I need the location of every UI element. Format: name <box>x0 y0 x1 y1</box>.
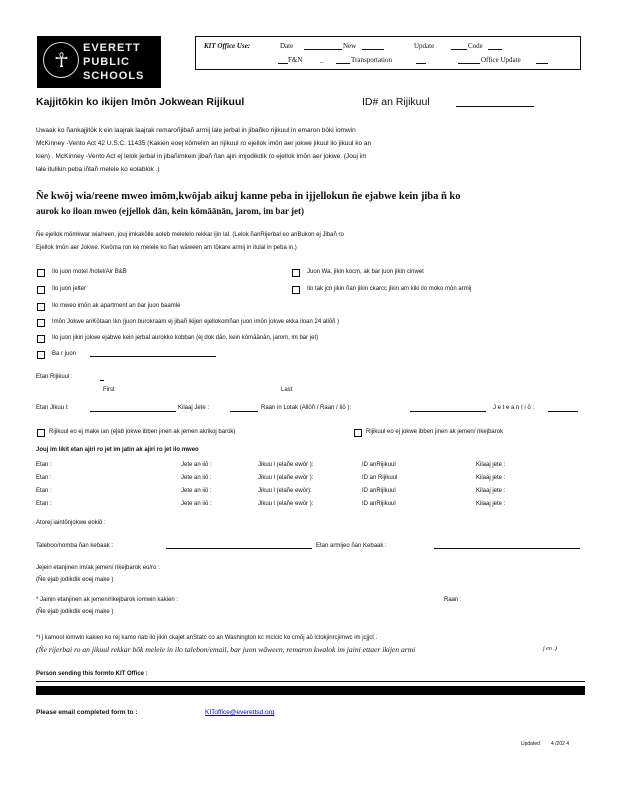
student-id-field[interactable] <box>456 97 534 107</box>
contact-person-field[interactable] <box>434 541 580 549</box>
option-other-checkbox[interactable] <box>37 351 45 359</box>
option-other-label: Ba r juon <box>52 351 77 357</box>
sibling-age-label: Jete an iiō : <box>181 462 212 468</box>
option-car-checkbox[interactable] <box>292 269 300 277</box>
intro-line-2: McKinney -Vento Act 42 U.S.C. 11435 (Kakien eoej kōmelim an rijikuul ro ejellok imōn aer jokwe jikuul ilo jikuul ko an <box>36 140 372 147</box>
option-motel-checkbox[interactable] <box>37 269 45 277</box>
kit-office-use-box <box>195 36 581 70</box>
student-id-label: ID# an Rijikuul <box>362 96 430 108</box>
option-shelter-checkbox[interactable] <box>37 286 45 294</box>
signature-date-label: Raan : <box>444 597 462 603</box>
siblings-header: Jouj im likit etan ajiri ro jet im jatin ak ajiri ro jet ilo mweo <box>36 447 199 453</box>
option-shelter-label: Ilo juon jelter <box>52 286 87 292</box>
option-inadequate-label: Ilo juon jikin jokwe ejabwe kein jerbal aurokko kobban (ej dok dān, kein kōmāānān, jarom, im bar jet) <box>52 335 319 341</box>
kit-date-label: Date <box>280 42 294 50</box>
runner-figure-icon: ☥ <box>54 50 69 72</box>
intro-line-4: lale itulikin peba iñtañ melele ko eolablok .) <box>36 166 160 173</box>
logo-word-schools: SCHOOLS <box>83 70 145 82</box>
kit-office-update-field[interactable] <box>458 56 480 64</box>
student-name-label: Etan Rijikuul : <box>36 374 73 380</box>
instruction-line-1: Ñe ejellok mōmkwar wia/reen, jouj imkakōlle aoleb melelelo rekkar ijin lal. (Lelok ñanRijerbal eo anBukon ej Jibañ ro <box>36 232 344 238</box>
sibling-id-label: ID an Rijikuul <box>362 475 398 481</box>
kit-update-field[interactable] <box>451 42 467 50</box>
kit-new-field[interactable] <box>362 42 384 50</box>
parent-signature-label: * Jainin etanjinen ak jemen/rikejbarok iomwin kakien : <box>36 597 179 603</box>
last-name-caption: Last <box>281 387 293 393</box>
sender-label: Person sending this formto KIT Office : <box>36 671 148 677</box>
student-name-field[interactable] <box>100 373 104 381</box>
certify-line-2: (Ñe rijerbai ro an jikuul rekkar bōk melele in ilo talebon/email, bar juon wāween, remaron kwalok im jaini ettaer ikijen armi <box>36 645 416 654</box>
sibling-school-label: Jikuu l (elañe ewōr): <box>258 488 312 494</box>
kit-code-label: Code <box>468 42 483 50</box>
sibling-age-label: Jete an iiō : <box>181 488 212 494</box>
grade-field[interactable] <box>230 404 258 412</box>
sibling-name-label: Etan : <box>36 501 52 507</box>
kit-transportation-end <box>416 56 426 64</box>
sibling-grade-label: Kilaaj jete : <box>476 501 506 507</box>
instruction-line-2: Ejellok Imōn aer Jokwe. Kwōma ron ke melele ko ñan wāween am tōkare armij in itulal in peba in.) <box>36 245 297 251</box>
age-field[interactable] <box>548 404 578 412</box>
school-name-label: Etan Jikuu l: <box>36 405 69 411</box>
parent-signature-note: (Ñe ejab jodikdik eoej make ) <box>36 609 114 615</box>
option-outside-label: Ilo tak jcn jikin ñan jikin ckarcc jikin am kiki ilo moko mōn armij <box>307 286 472 292</box>
sibling-school-label: Jikuu l (elañe ewōr ): <box>258 475 314 481</box>
email-instruction-label: Please email completed form to : <box>36 709 138 716</box>
intro-line-1: Uwaak ko ñankajjitōk k ein laajrak laajrak remaroñjibañ armij lale jerbal in jibañko rijikuul in emaron bōki iomwin <box>36 127 356 134</box>
birth-date-label: Raan in Lotak (Allōñ / Raan / Iiō ): <box>261 405 352 411</box>
question-line-2: aurok ko iloan mweo (ejjellok dān, kein kōmāānān, jarom, im bar jet) <box>36 206 305 216</box>
grade-label: Kilaaj Jete : <box>178 405 210 411</box>
district-logo <box>37 36 161 88</box>
kit-fn-label: F&N <box>288 56 303 64</box>
kit-fn-mark: _ <box>320 56 324 64</box>
unaccompanied-checkbox[interactable] <box>37 429 45 437</box>
kit-update-label: Update <box>414 42 435 50</box>
birth-date-field[interactable] <box>410 404 486 412</box>
sibling-school-label: Jikuu l (elañe ewōr ): <box>258 501 314 507</box>
sibling-grade-label: Kilaaj jete : <box>476 462 506 468</box>
certify-line-1: *I j kamool iomwin kakien ko rej kamo riab ilo jikin ckajet anStatc co an Washington kc mclclc ko cmōj aō lclokjinrcjimwc im jcjjct . <box>36 635 378 641</box>
updated-label: Updated <box>521 741 540 747</box>
redacted-bar <box>36 686 585 695</box>
sibling-age-label: Jete an iiō : <box>181 475 212 481</box>
sibling-id-label: ID anRijikuul <box>362 501 396 507</box>
option-motel-label: Ilo juon motel /hotel/Air B&B <box>52 269 127 275</box>
option-transitional-label: Imōn Jokwe anKōtaan Ikn (juon burokraam ej jibañ ikijen ejellokomñan juon imōn jokwe ekka iloan 24 allōñ ) <box>52 319 340 325</box>
sender-line[interactable] <box>36 681 585 682</box>
parent-name-label: Jejein etanjinen im/ak jemen/ rikejbarok eo/ro : <box>36 565 160 571</box>
sibling-school-label: Jikuu l (elañe ewōr ): <box>258 462 314 468</box>
sibling-name-label: Etan : <box>36 462 52 468</box>
sibling-id-label: ID anRijikuul <box>362 462 396 468</box>
kit-new-label: New <box>343 42 357 50</box>
option-shared-home-checkbox[interactable] <box>37 303 45 311</box>
certify-line-2-end: j eo .) <box>543 646 557 652</box>
logo-word-everett: EVERETT <box>83 42 141 54</box>
sibling-age-label: Jete an iiō : <box>181 501 212 507</box>
contact-person-label: Etan armijeo ñan Kebaak : <box>316 543 387 549</box>
option-car-label: Juon Wa, jikin kocm, ak bar juon jikin cinwet <box>307 269 424 275</box>
first-name-caption: First <box>103 387 115 393</box>
option-other-field[interactable] <box>90 349 216 357</box>
kit-office-update-label: Office Update <box>481 56 521 64</box>
kit-office-update-end <box>536 56 548 64</box>
option-transitional-checkbox[interactable] <box>37 319 45 327</box>
phone-label: Taleboo/nomba ñan kebaak : <box>36 543 114 549</box>
with-parent-label: Rijikuul eo ej jokwe ibben jinen ak jemen/ rikejbarok <box>366 429 504 435</box>
updated-date: 4 /202 4 <box>551 741 570 747</box>
sibling-grade-label: Kilaaj jete : <box>476 475 506 481</box>
kit-office-email-link[interactable]: KIToffice@everettsd.org <box>205 709 275 716</box>
kit-code-field[interactable] <box>488 42 502 50</box>
option-shared-home-label: Ilo mweo imōn ak apartment an bar juon baamle <box>52 303 181 309</box>
sibling-name-label: Etan : <box>36 475 52 481</box>
sibling-id-label: ID anRijikuul <box>362 488 396 494</box>
kit-transportation-field[interactable] <box>336 56 350 64</box>
intro-line-3: kien) . McKinney -Vento Act ej lelok jerbal in jibañimkein jibañ ñan ajiri imjodikdik ro ejellok imōn aer jokwe. (Jouj im <box>36 153 367 160</box>
logo-word-public: PUBLIC <box>83 56 130 68</box>
with-parent-checkbox[interactable] <box>354 429 362 437</box>
sibling-name-label: Etan : <box>36 488 52 494</box>
phone-field[interactable] <box>166 541 312 549</box>
kit-transportation-label: Transportation <box>351 56 392 64</box>
age-label: J e t e a n I i ō : <box>493 405 535 411</box>
option-inadequate-checkbox[interactable] <box>37 335 45 343</box>
address-label: Atorej iaintōnjokwe eokiō : <box>36 520 106 526</box>
kit-fn-field[interactable] <box>278 56 288 64</box>
question-line-1: Ñe kwōj wia/reene mweo imōm,kwōjab aikuj kanne peba in ijjellokun ñe ejabwe kein jiba ñ ko <box>36 191 461 202</box>
option-outside-checkbox[interactable] <box>292 286 300 294</box>
unaccompanied-label: Rijikuul eo ej make ian (ejab jokwe ibben jinen ak jemen akrikoj barok) <box>49 429 236 435</box>
form-title: Kajjitōkin ko ikijen Imōn Jokwean Rijikuul <box>36 96 245 108</box>
school-name-field[interactable] <box>90 404 176 412</box>
sibling-grade-label: Kilaaj jete : <box>476 488 506 494</box>
parent-name-note: (Ñe ejab jodikdik eoej make ) <box>36 577 114 583</box>
kit-office-use-label: KIT Office Use: <box>204 42 251 50</box>
kit-date-field[interactable] <box>304 42 342 50</box>
